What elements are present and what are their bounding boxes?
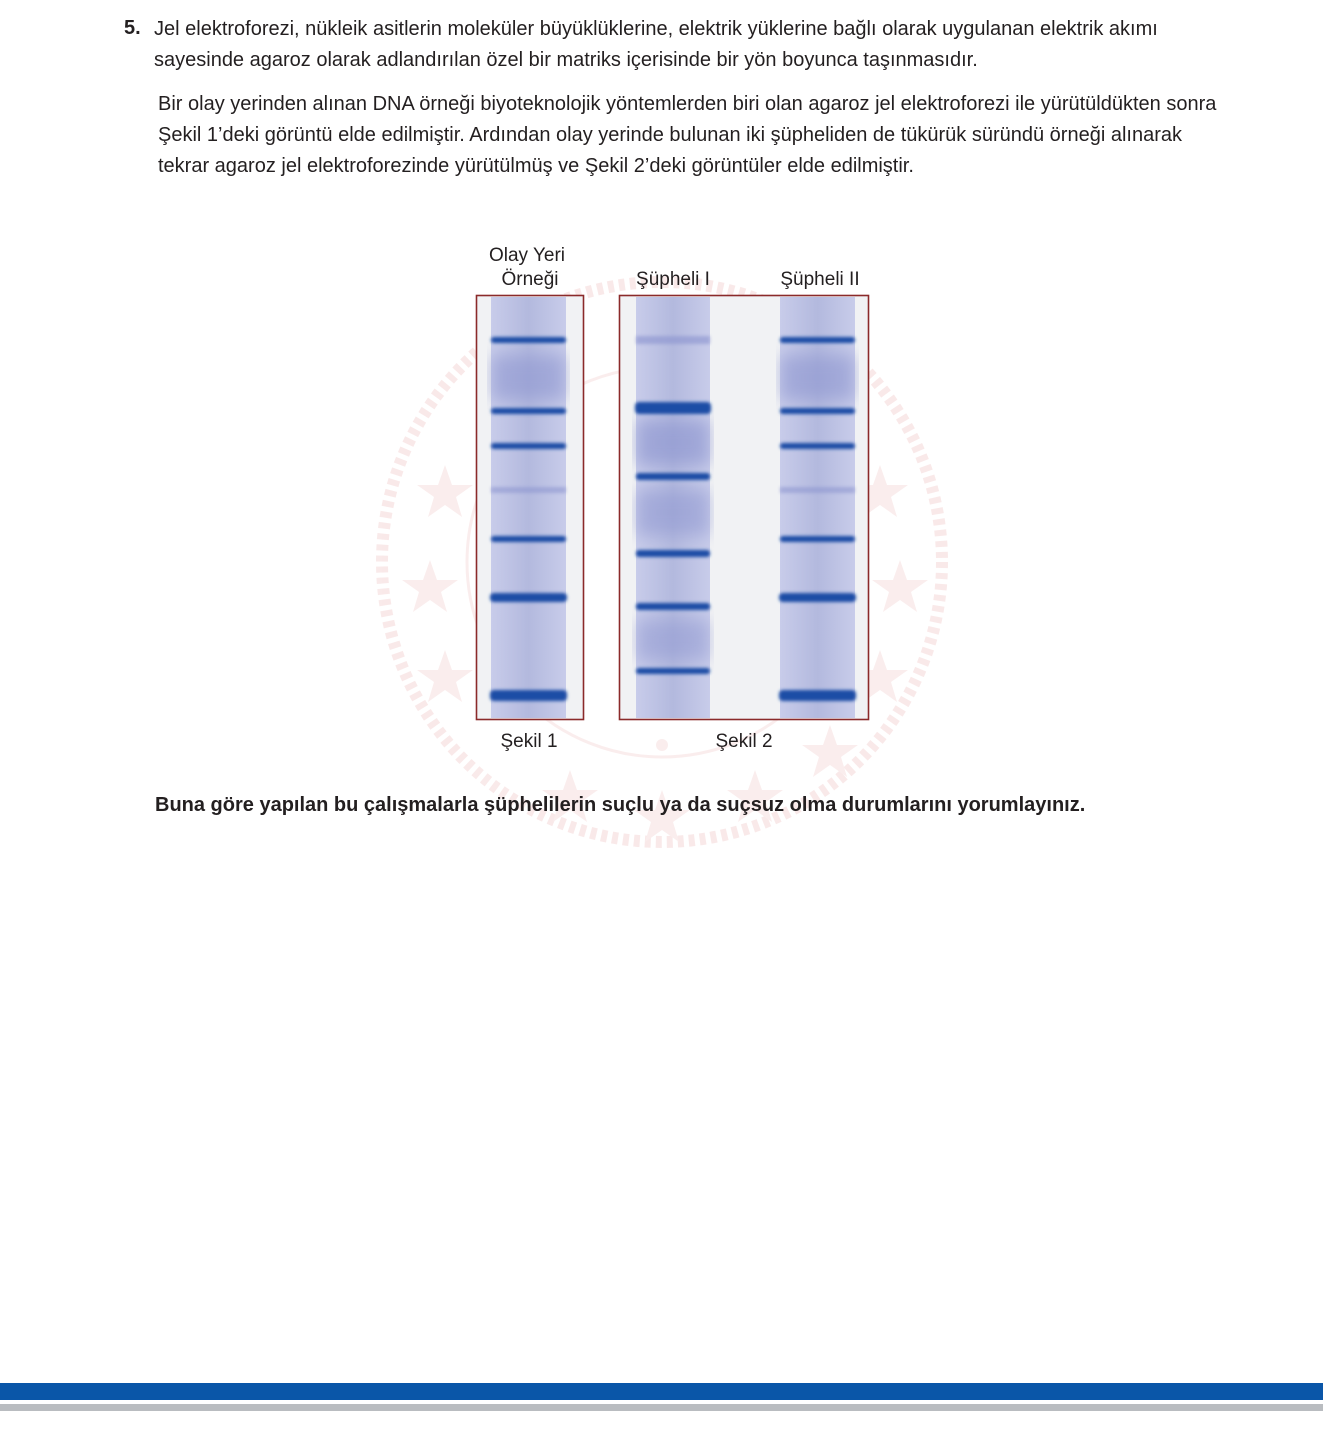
lane-suspect-2	[779, 297, 856, 718]
lane2-label: Şüpheli I	[636, 269, 710, 290]
question-body: Bir olay yerinden alınan DNA örneği biyoteknolojik yöntemlerden biri olan agaroz jel elektroforezi ile yürütüldükten sonra Şekil 1’deki görüntü elde edilmiştir. Ardından olay yerinde bulunan iki şüpheliden de tükürük süründü örneği alınarak tekrar agaroz jel elektroforezinde yürütülmüş ve Şekil 2’deki görüntüler elde edilmiştir.	[158, 93, 1217, 177]
question-prompt: Buna göre yapılan bu çalışmalarla şüphelilerin suçlu ya da suçsuz olma durumlarını yorumlayınız.	[155, 794, 1086, 816]
question-intro: Jel elektroforezi, nükleik asitlerin moleküler büyüklüklerine, elektrik yüklerine bağlı olarak uygulanan elektrik akımı sayesinde agaroz olarak adlandırılan özel bir matriks içerisinde bir yön boyunca taşınmasıdır.	[154, 18, 1158, 71]
gel-band	[636, 550, 710, 557]
question-number: 5.	[124, 17, 141, 39]
footer-line	[0, 1404, 1323, 1411]
gel-band	[636, 668, 710, 674]
gel-band	[635, 402, 711, 414]
gel-band	[491, 443, 566, 449]
gel-band	[780, 536, 855, 542]
figure2-caption: Şekil 2	[715, 731, 773, 752]
lane-suspect-1	[635, 297, 711, 718]
gel-band	[780, 337, 855, 343]
gel-band	[780, 408, 855, 414]
footer-bar	[0, 1383, 1323, 1400]
gel-band	[491, 536, 566, 542]
faint-band	[636, 336, 710, 344]
gel-band	[491, 337, 566, 343]
gel-band	[779, 593, 856, 602]
faint-band	[780, 487, 855, 493]
gel-band	[490, 690, 567, 701]
gel-band	[780, 443, 855, 449]
gel-band	[490, 593, 567, 602]
lane1-label-line2: Örneği	[501, 269, 559, 290]
faint-band	[491, 487, 566, 493]
lane1-label-line1: Olay Yeri	[488, 245, 566, 266]
gel-band	[491, 408, 566, 414]
lane-crime-scene	[490, 297, 567, 718]
lane3-label: Şüpheli II	[780, 269, 860, 290]
gel-band	[779, 690, 856, 701]
figure1-caption: Şekil 1	[500, 731, 558, 752]
gel-band	[636, 473, 710, 480]
gel-band	[636, 603, 710, 610]
